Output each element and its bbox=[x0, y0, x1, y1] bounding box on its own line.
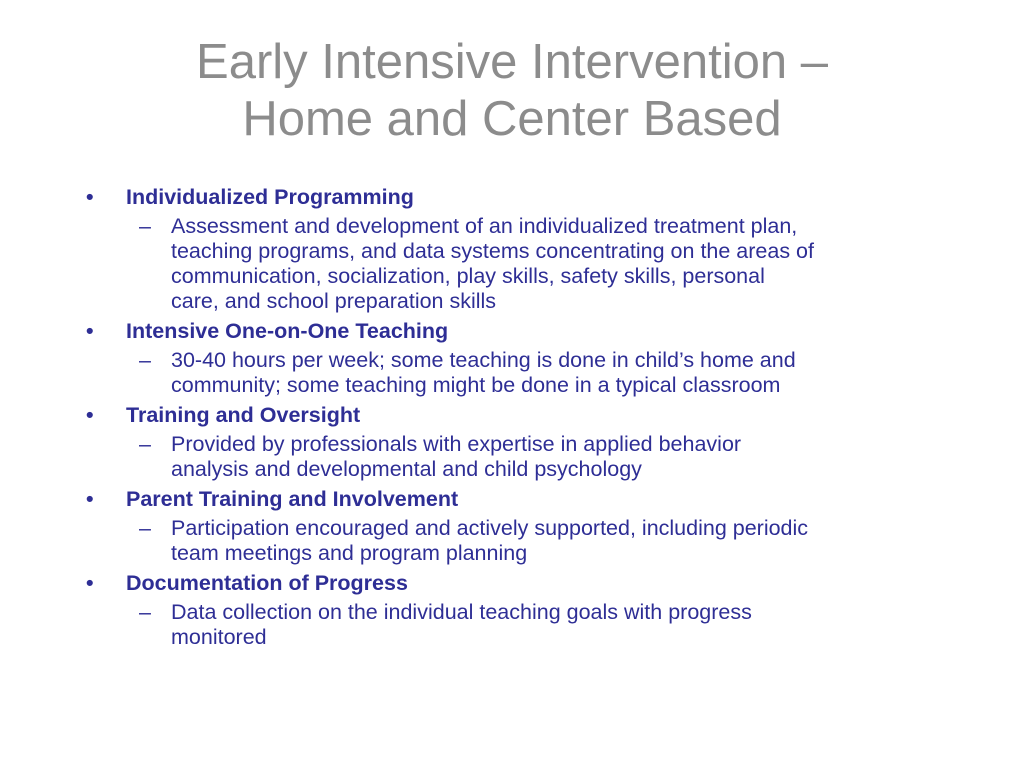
bullet-item-individualized-programming bbox=[86, 183, 966, 314]
sub-bullet-line: team meetings and program planning bbox=[171, 541, 528, 565]
bullet-heading-row bbox=[86, 401, 966, 429]
sub-bullet-row bbox=[86, 516, 966, 566]
dash-icon: – bbox=[139, 348, 151, 372]
sub-bullet-line: Assessment and development of an individualized treatment plan, bbox=[171, 214, 798, 238]
dash-icon: – bbox=[139, 432, 151, 456]
sub-bullet-row bbox=[86, 348, 966, 398]
sub-bullet-line: analysis and developmental and child psychology bbox=[171, 457, 642, 481]
bullet-heading: Individualized Programming bbox=[126, 185, 414, 209]
sub-bullet-row bbox=[86, 214, 966, 314]
bullet-heading-row bbox=[86, 183, 966, 211]
bullet-icon: • bbox=[86, 571, 94, 595]
bullet-icon: • bbox=[86, 403, 94, 427]
sub-bullet-line: community; some teaching might be done in a typical classroom bbox=[171, 373, 781, 397]
bullet-icon: • bbox=[86, 185, 94, 209]
bullet-heading-row bbox=[86, 317, 966, 345]
sub-bullet-line: teaching programs, and data systems concentrating on the areas of bbox=[171, 239, 814, 263]
bullet-heading: Training and Oversight bbox=[126, 403, 361, 427]
bullet-heading-row bbox=[86, 569, 966, 597]
sub-bullet-row bbox=[86, 600, 966, 650]
sub-bullet-line: 30-40 hours per week; some teaching is done in child’s home and bbox=[171, 348, 796, 372]
sub-bullet-line: communication, socialization, play skills, safety skills, personal bbox=[171, 264, 765, 288]
bullet-item-documentation bbox=[86, 569, 966, 650]
slide-title-line-2: Home and Center Based bbox=[242, 92, 782, 146]
bullet-item-intensive-teaching bbox=[86, 317, 966, 398]
bullet-item-parent-training bbox=[86, 485, 966, 566]
bullet-icon: • bbox=[86, 319, 94, 343]
sub-bullet-line: Participation encouraged and actively supported, including periodic bbox=[171, 516, 809, 540]
sub-bullet-line: Data collection on the individual teaching goals with progress bbox=[171, 600, 752, 624]
dash-icon: – bbox=[139, 516, 151, 540]
bullet-heading: Intensive One-on-One Teaching bbox=[126, 319, 449, 343]
slide-title bbox=[0, 34, 1024, 148]
dash-icon: – bbox=[139, 214, 151, 238]
bullet-heading: Parent Training and Involvement bbox=[126, 487, 459, 511]
bullet-item-training-oversight bbox=[86, 401, 966, 482]
sub-bullet-line: monitored bbox=[171, 625, 267, 649]
slide-title-line-1: Early Intensive Intervention – bbox=[196, 35, 828, 89]
bullet-heading-row bbox=[86, 485, 966, 513]
sub-bullet-line: Provided by professionals with expertise in applied behavior bbox=[171, 432, 742, 456]
bullet-icon: • bbox=[86, 487, 94, 511]
dash-icon: – bbox=[139, 600, 151, 624]
bullet-heading: Documentation of Progress bbox=[126, 571, 408, 595]
sub-bullet-line: care, and school preparation skills bbox=[171, 289, 497, 313]
bullet-list bbox=[86, 180, 966, 652]
sub-bullet-row bbox=[86, 432, 966, 482]
